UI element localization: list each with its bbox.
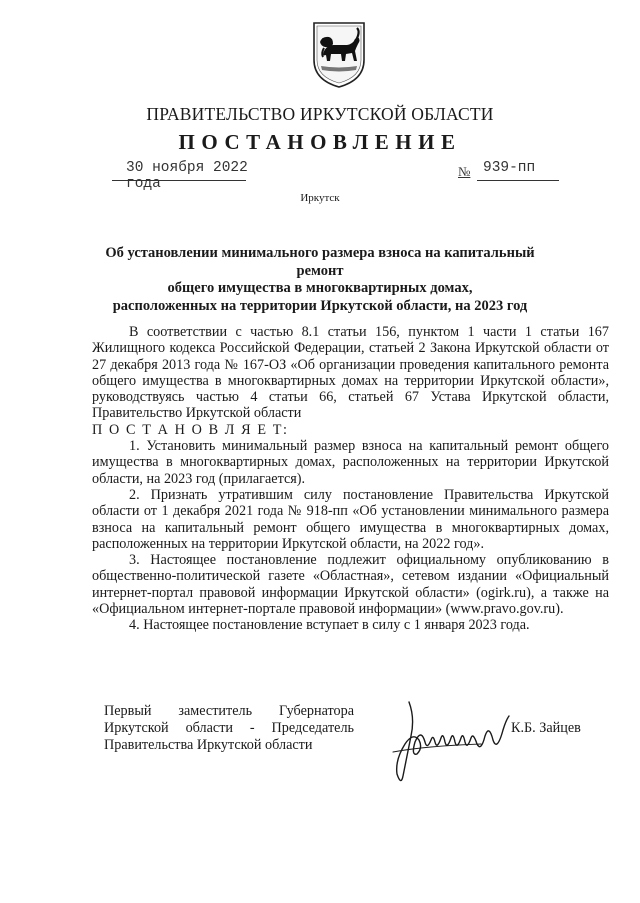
clause-paragraph: 4. Настоящее постановление вступает в силу с 1 января 2023 года. [129, 617, 530, 634]
coat-of-arms-icon [311, 20, 367, 90]
clause-paragraph: 2. Признать утратившим силу постановление Правительства Иркутской области от 1 декабря 2021 года № 918-пп «Об установлении минимального размера взноса на капитальный ремонт общего имущества в многоквартирных домах, расположенных на территории Иркутской области, на 2022 год». [92, 486, 609, 552]
document-body [92, 324, 609, 634]
document-number: 939-пп [483, 160, 536, 176]
signer-position-line: Правительства Иркутской области [104, 737, 313, 753]
signer-position-line: Иркутской области - Председатель [104, 720, 354, 736]
document-date: 30 ноября 2022 года [126, 160, 248, 192]
date-underline [112, 180, 246, 181]
clause-paragraph: 1. Установить минимальный размер взноса на капитальный ремонт общего имущества в многоквартирных домах, расположенных на территории Иркутской области, на 2023 год (прилагается). [92, 438, 609, 487]
subject-line: расположенных на территории Иркутской области, на 2023 год [112, 297, 528, 314]
government-title: ПРАВИТЕЛЬСТВО ИРКУТСКОЙ ОБЛАСТИ [146, 104, 494, 124]
signer-position-line: Первый заместитель Губернатора [104, 703, 354, 719]
signer-name: К.Б. Зайцев [511, 720, 581, 736]
document-subject [95, 245, 545, 315]
resolves-heading: П О С Т А Н О В Л Я Е Т: [92, 421, 289, 438]
document-type-heading: ПОСТАНОВЛЕНИЕ [178, 130, 462, 154]
subject-line: Об установлении минимального размера взноса на капитальный ремонт [105, 245, 535, 279]
preamble-paragraph: В соответствии с частью 8.1 статьи 156, пунктом 1 части 1 статьи 167 Жилищного кодекса Российской Федерации, статьей 2 Закона Иркутской области от 27 декабря 2013 года № 167-ОЗ «Об организации проведения капитального ремонта общего имущества в многоквартирных домах на территории Иркутской области», руководствуясь частью 4 статьи 66, статьей 67 Устава Иркутской области, Правительство Иркутской области [92, 324, 609, 422]
number-underline [477, 180, 559, 181]
number-sign-label: № [458, 164, 471, 179]
city-label: Иркутск [300, 192, 340, 204]
number-sign [458, 164, 470, 180]
clause-paragraph: 3. Настоящее постановление подлежит официальному опубликованию в общественно-политической газете «Областная», сетевом издании «Официальный интернет-портал правовой информации Иркутской области» (ogirk.ru), а также на «Официальном интернет-портале правовой информации» (www.pravo.gov.ru). [92, 552, 609, 618]
handwritten-signature-icon [385, 694, 510, 790]
subject-line: общего имущества в многоквартирных домах, [167, 280, 473, 296]
signer-position [104, 703, 354, 754]
